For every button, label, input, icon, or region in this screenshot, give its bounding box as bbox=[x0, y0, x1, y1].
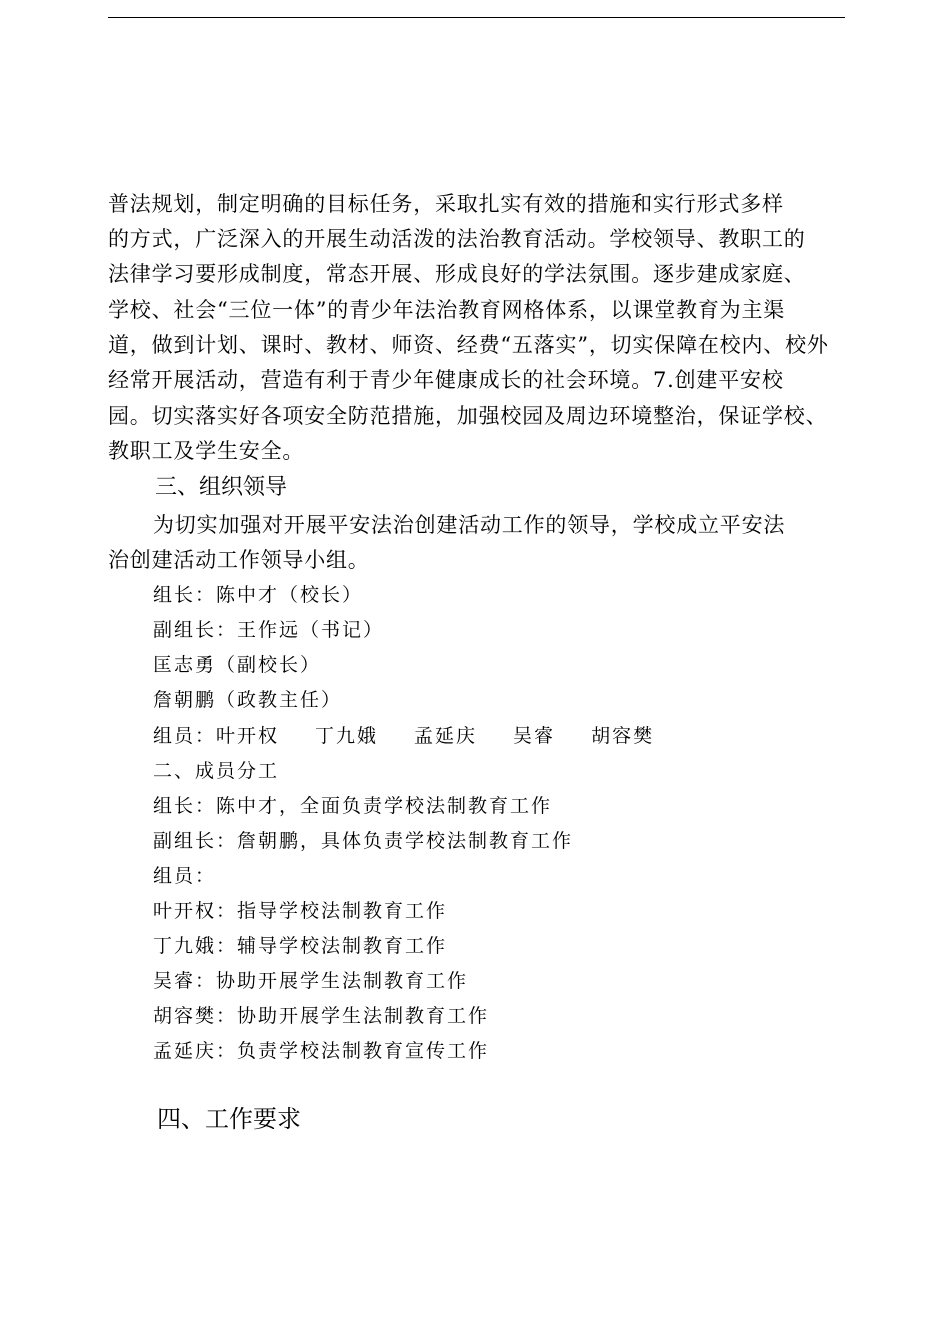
header-rule bbox=[108, 17, 845, 18]
intro-line-1: 普法规划，制定明确的目标任务，采取扎实有效的措施和实行形式多样 bbox=[108, 192, 784, 216]
section3-para-line-2: 治创建活动工作领导小组。 bbox=[108, 548, 370, 572]
duty-line: 组长：陈中才，全面负责学校法制教育工作 bbox=[153, 795, 553, 817]
duty-line: 丁九娥：辅导学校法制教育工作 bbox=[153, 935, 448, 957]
member-name: 胡容樊 bbox=[591, 725, 655, 747]
member-name: 吴睿 bbox=[513, 725, 556, 747]
duty-line: 副组长：詹朝鹏，具体负责学校法制教育工作 bbox=[153, 830, 574, 852]
members-line bbox=[153, 723, 654, 749]
duty-line: 叶开权：指导学校法制教育工作 bbox=[153, 900, 448, 922]
section-heading-organization: 三、组织领导 bbox=[155, 475, 288, 500]
duty-line: 吴睿：协助开展学生法制教育工作 bbox=[153, 970, 469, 992]
section-heading-requirements: 四、工作要求 bbox=[157, 1105, 301, 1133]
section-heading-division: 二、成员分工 bbox=[153, 760, 280, 782]
duty-line: 孟延庆：负责学校法制教育宣传工作 bbox=[153, 1040, 490, 1062]
duty-line: 组员： bbox=[153, 865, 217, 887]
intro-line-4: 学校、社会“三位一体”的青少年法治教育网格体系，以课堂教育为主渠 bbox=[108, 298, 786, 322]
leader-line: 组长：陈中才（校长） bbox=[153, 584, 364, 606]
deputy-leader-line-3: 詹朝鹏（政教主任） bbox=[153, 689, 343, 711]
deputy-leader-line: 副组长：王作远（书记） bbox=[153, 619, 385, 641]
intro-line-8: 教职工及学生安全。 bbox=[108, 439, 305, 463]
deputy-leader-line-2: 匡志勇（副校长） bbox=[153, 654, 322, 676]
intro-line-6: 经常开展活动，营造有利于青少年健康成长的社会环境。7.创建平安校 bbox=[108, 368, 784, 392]
member-name: 孟延庆 bbox=[414, 725, 478, 747]
intro-line-7: 园。切实落实好各项安全防范措施，加强校园及周边环境整治，保证学校、 bbox=[108, 404, 828, 428]
intro-line-3: 法律学习要形成制度，常态开展、形成良好的学法氛围。逐步建成家庭、 bbox=[108, 262, 806, 286]
members-label: 组员：叶开权 bbox=[153, 725, 280, 747]
member-name: 丁九娥 bbox=[315, 725, 379, 747]
duty-line: 胡容樊：协助开展学生法制教育工作 bbox=[153, 1005, 490, 1027]
intro-line-2: 的方式，广泛深入的开展生动活泼的法治教育活动。学校领导、教职工的 bbox=[108, 227, 806, 251]
section3-para-line-1: 为切实加强对开展平安法治创建活动工作的领导，学校成立平安法 bbox=[153, 513, 786, 537]
intro-line-5: 道，做到计划、课时、教材、师资、经费“五落实”，切实保障在校内、校外 bbox=[108, 333, 829, 357]
